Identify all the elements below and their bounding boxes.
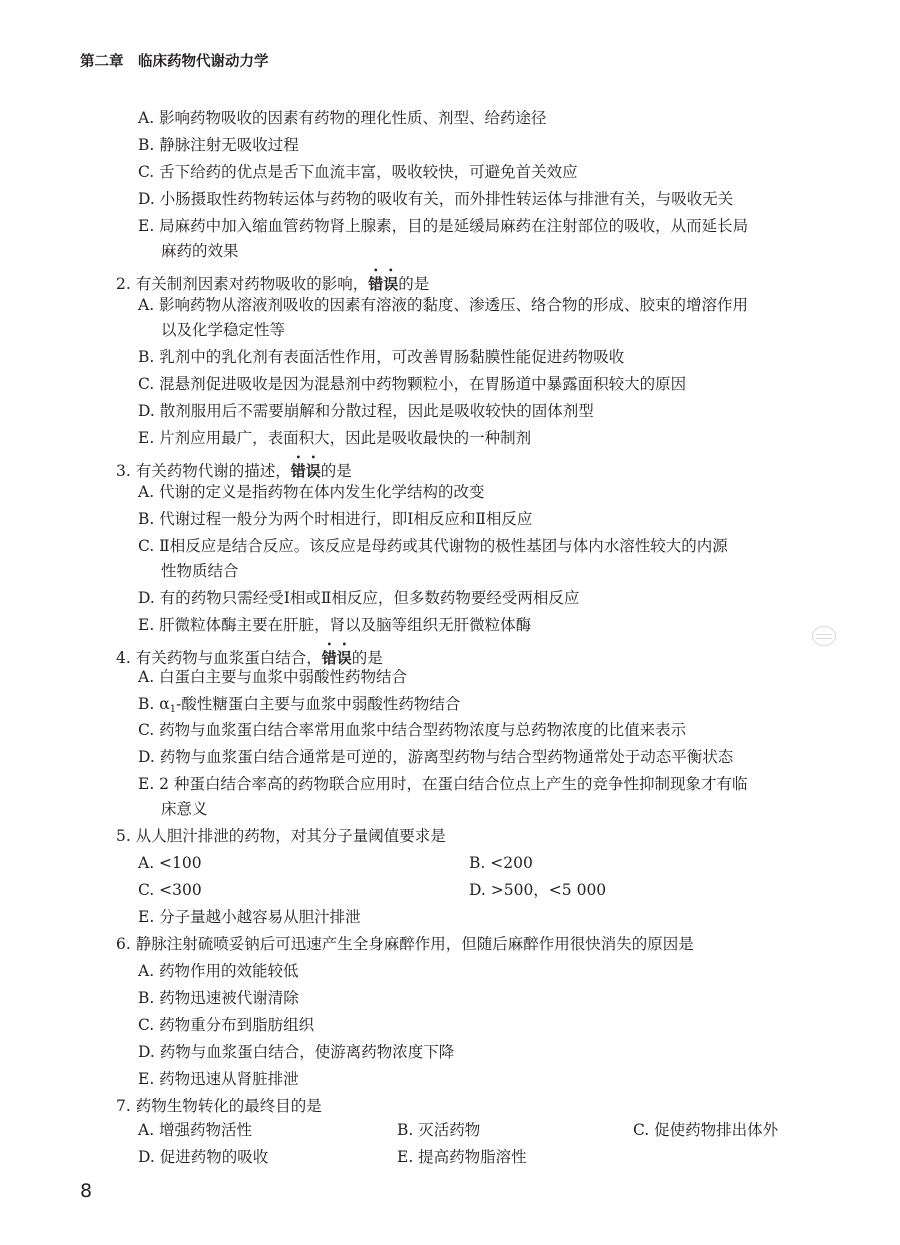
q3-option-c-cont: 性物质结合 bbox=[161, 562, 239, 580]
q3-option-d: D. 有的药物只需经受Ⅰ相或Ⅱ相反应，但多数药物要经受两相反应 bbox=[138, 589, 580, 607]
q3-stem-end: 的是 bbox=[320, 462, 352, 480]
q1-option-b: B. 静脉注射无吸收过程 bbox=[138, 136, 299, 154]
q4-option-d: D. 药物与血浆蛋白结合通常是可逆的，游离型药物与结合型药物通常处于动态平衡状态 bbox=[138, 748, 734, 766]
q4-option-b-text: -酸性糖蛋白主要与血浆中弱酸性药物结合 bbox=[176, 695, 461, 713]
chapter-header: 第二章 临床药物代谢动力学 bbox=[80, 54, 269, 70]
q7-option-a: A. 增强药物活性 bbox=[138, 1121, 253, 1139]
q6-option-e: E. 药物迅速从肾脏排泄 bbox=[138, 1070, 299, 1088]
q4-stem-text: 4. 有关药物与血浆蛋白结合， bbox=[116, 649, 322, 667]
q2-stem bbox=[116, 266, 429, 296]
q2-option-a-cont: 以及化学稳定性等 bbox=[161, 321, 286, 339]
q5-option-d: D. >500，<5 000 bbox=[469, 881, 607, 899]
q7-option-e: E. 提高药物脂溶性 bbox=[397, 1148, 527, 1166]
q6-stem: 6. 静脉注射硫喷妥钠后可迅速产生全身麻醉作用，但随后麻醉作用很快消失的原因是 bbox=[116, 935, 694, 953]
q3-option-b: B. 代谢过程一般分为两个时相进行，即Ⅰ相反应和Ⅱ相反应 bbox=[138, 510, 533, 528]
q6-option-b: B. 药物迅速被代谢清除 bbox=[138, 989, 299, 1007]
q4-option-e: E. 2 种蛋白结合率高的药物联合应用时，在蛋白结合位点上产生的竞争性抑制现象才有临 bbox=[138, 775, 748, 793]
q4-stem-end: 的是 bbox=[351, 649, 383, 667]
q2-stem-end: 的是 bbox=[398, 275, 430, 293]
q6-option-c: C. 药物重分布到脂肪组织 bbox=[138, 1016, 315, 1034]
q2-option-d: D. 散剂服用后不需要崩解和分散过程，因此是吸收较快的固体剂型 bbox=[138, 402, 594, 420]
q1-option-e: E. 局麻药中加入缩血管药物肾上腺素，目的是延缓局麻药在注射部位的吸收，从而延长局 bbox=[138, 217, 749, 235]
q6-option-a: A. 药物作用的效能较低 bbox=[138, 962, 299, 980]
q2-option-a: A. 影响药物从溶液剂吸收的因素有溶液的黏度、渗透压、络合物的形成、胶束的增溶作用 bbox=[138, 296, 749, 314]
q1-option-d: D. 小肠摄取性药物转运体与药物的吸收有关，而外排性转运体与排泄有关，与吸收无关 bbox=[138, 190, 734, 208]
q6-option-d: D. 药物与血浆蛋白结合，使游离药物浓度下降 bbox=[138, 1043, 455, 1061]
q4-option-c: C. 药物与血浆蛋白结合率常用血浆中结合型药物浓度与总药物浓度的比值来表示 bbox=[138, 721, 687, 739]
q5-stem: 5. 从人胆汁排泄的药物，对其分子量阈值要求是 bbox=[116, 827, 446, 845]
q2-option-b: B. 乳剂中的乳化剂有表面活性作用，可改善胃肠黏膜性能促进药物吸收 bbox=[138, 348, 625, 366]
q3-keyword: 错误 bbox=[290, 462, 321, 480]
q1-option-c: C. 舌下给药的优点是舌下血流丰富，吸收较快，可避免首关效应 bbox=[138, 163, 578, 181]
q4-option-b-subscript: 1 bbox=[169, 704, 177, 715]
q7-option-b: B. 灭活药物 bbox=[397, 1121, 481, 1139]
q2-stem-text: 2. 有关制剂因素对药物吸收的影响， bbox=[116, 275, 369, 293]
q3-stem-text: 3. 有关药物代谢的描述， bbox=[116, 462, 291, 480]
q2-option-e: E. 片剂应用最广，表面积大，因此是吸收最快的一种制剂 bbox=[138, 429, 532, 447]
q7-option-c: C. 促使药物排出体外 bbox=[633, 1121, 779, 1139]
q4-option-e-cont: 床意义 bbox=[161, 800, 208, 818]
q3-stem bbox=[116, 453, 352, 483]
q7-stem: 7. 药物生物转化的最终目的是 bbox=[116, 1097, 322, 1115]
q1-option-e-cont: 麻药的效果 bbox=[161, 242, 239, 260]
q5-option-b: B. <200 bbox=[469, 854, 533, 872]
publisher-watermark-icon bbox=[812, 626, 836, 646]
page-number: 8 bbox=[80, 1180, 93, 1202]
q2-keyword: 错误 bbox=[368, 275, 399, 293]
q5-option-a: A. <100 bbox=[138, 854, 202, 872]
q4-keyword: 错误 bbox=[321, 649, 352, 667]
q3-option-e: E. 肝微粒体酶主要在肝脏，肾以及脑等组织无肝微粒体酶 bbox=[138, 616, 532, 634]
q3-option-a: A. 代谢的定义是指药物在体内发生化学结构的改变 bbox=[138, 483, 485, 501]
q5-option-e: E. 分子量越小越容易从胆汁排泄 bbox=[138, 908, 361, 926]
q3-option-c: C. Ⅱ相反应是结合反应。该反应是母药或其代谢物的极性基团与体内水溶性较大的内源 bbox=[138, 537, 728, 555]
q1-option-a: A. 影响药物吸收的因素有药物的理化性质、剂型、给药途径 bbox=[138, 109, 547, 127]
q4-option-b-prefix: B. α bbox=[138, 695, 170, 713]
q7-option-d: D. 促进药物的吸收 bbox=[138, 1148, 269, 1166]
q5-option-c: C. <300 bbox=[138, 881, 202, 899]
q2-option-c: C. 混悬剂促进吸收是因为混悬剂中药物颗粒小，在胃肠道中暴露面积较大的原因 bbox=[138, 375, 687, 393]
q4-option-a: A. 白蛋白主要与血浆中弱酸性药物结合 bbox=[138, 668, 408, 686]
